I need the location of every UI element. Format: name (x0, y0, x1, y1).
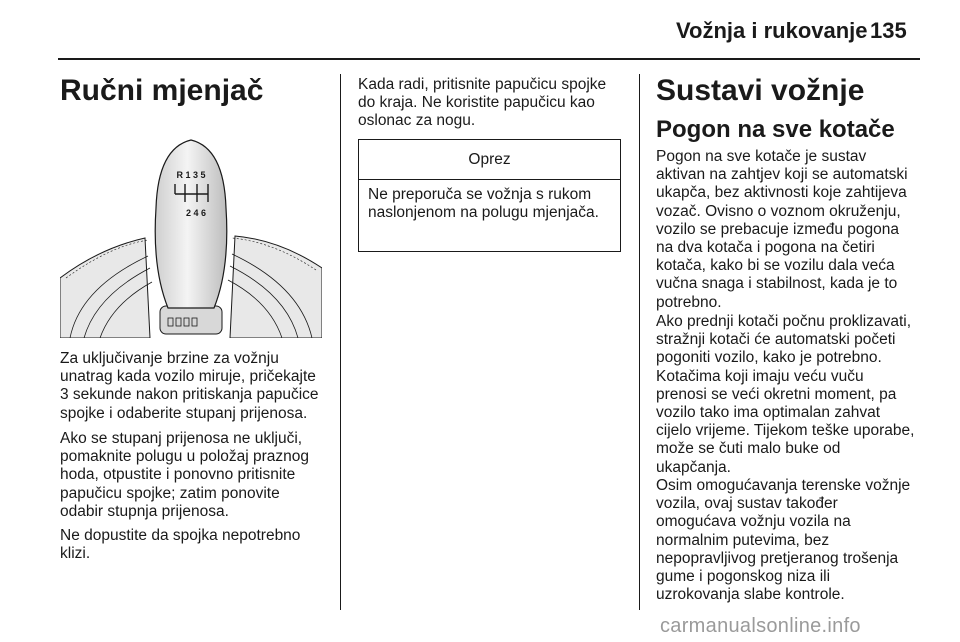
paragraph-clutch-slip: Ne dopustite da spojka nepotrebno klizi. (60, 527, 301, 563)
paragraph-awd-description: Pogon na sve kotače je sustav aktivan na zahtjev koji se automatski ukapča, bez aktivnosti koje zahtijeva vozač. Ovisno o voznom okruženju, vozilo se prebacuje između pogona na dva kotača i pogona na četiri kotača, kako bi se vozilu dala veća vučna snaga i stabilnost, kada je to potrebno. (656, 148, 908, 311)
caution-title: Oprez (359, 140, 620, 180)
column-divider-left (340, 74, 341, 610)
caution-box (358, 139, 621, 252)
shift-pattern-top-label: R 1 3 5 (176, 170, 206, 180)
page-number: 135 (870, 18, 907, 43)
shift-pattern-bottom-label: 2 4 6 (185, 208, 207, 218)
paragraph-clutch-pedal: Kada radi, pritisnite papučicu spojke do kraja. Ne koristite papučicu kao oslonac za nogu. (358, 76, 607, 130)
gear-lever-illustration (60, 128, 322, 338)
running-header-title: Vožnja i rukovanje (676, 18, 868, 43)
watermark: carmanualsonline.info (660, 615, 861, 637)
subheading-all-wheel-drive: Pogon na sve kotače (656, 116, 895, 143)
header-divider (58, 58, 920, 60)
section-heading-manual-transmission: Ručni mjenjač (60, 74, 264, 107)
column-divider-right (639, 74, 640, 610)
section-heading-drive-systems: Sustavi vožnje (656, 74, 865, 107)
paragraph-awd-offroad: Osim omogućavanja terenske vožnje vozila, ovaj sustav također omogućava vožnju vozila na normalnim putevima, bez nepopravljivog pretjeranog trošenja gume i pogonskog niza ili uzrokovanja slabe kontrole. (656, 477, 911, 604)
paragraph-awd-slip: Ako prednji kotači počnu proklizavati, stražnji kotači će automatski početi pogoniti vozilo, kako je potrebno. Kotačima koji imaju veću vuču prenosi se veći okretni moment, pa vozilo tako ima optimalan zahvat cijelo vrijeme. Tijekom teške uporabe, može se čuti malo buke od ukapčanja. (656, 313, 915, 476)
caution-text: Ne preporuča se vožnja s rukom naslonjenom na polugu mjenjača. (368, 186, 599, 222)
paragraph-reverse-gear: Za uključivanje brzine za vožnju unatrag kada vozilo miruje, pričekajte 3 sekunde nakon pritiskanja papučice spojke i odaberite stupanj prijenosa. (60, 350, 319, 422)
paragraph-gear-not-engaged: Ako se stupanj prijenosa ne uključi, pomaknite polugu u položaj praznog hoda, otpustite i ponovno pritisnite papučicu spojke; zatim ponovite odabir stupnja prijenosa. (60, 430, 310, 520)
